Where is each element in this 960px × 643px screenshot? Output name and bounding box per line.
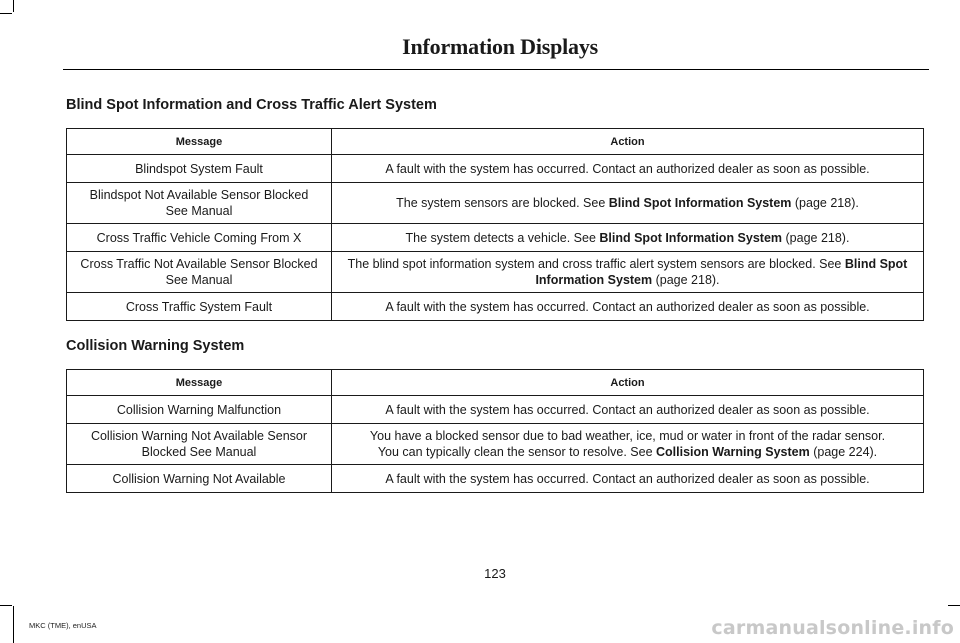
action-cell: A fault with the system has occurred. Contact an authorized dealer as soon as possible. bbox=[332, 155, 924, 183]
message-cell: Cross Traffic System Fault bbox=[67, 293, 332, 321]
page-reference-link[interactable]: Blind Spot Information System bbox=[599, 230, 783, 245]
crop-mark bbox=[13, 0, 14, 12]
table-row bbox=[67, 465, 924, 493]
message-cell bbox=[67, 252, 332, 293]
table-header-row bbox=[67, 370, 924, 396]
action-text: The system sensors are blocked. See bbox=[396, 196, 609, 210]
column-header-message: Message bbox=[67, 370, 332, 396]
column-header-message: Message bbox=[67, 129, 332, 155]
action-text: (page 218). bbox=[652, 273, 720, 287]
action-cell: A fault with the system has occurred. Contact an authorized dealer as soon as possible. bbox=[332, 293, 924, 321]
action-cell bbox=[332, 224, 924, 252]
action-text: The system detects a vehicle. See bbox=[405, 230, 600, 245]
header-rule bbox=[63, 69, 929, 70]
table-row bbox=[67, 293, 924, 321]
action-text: You can typically clean the sensor to resolve. See bbox=[377, 445, 657, 459]
page-reference-link[interactable]: Collision Warning System bbox=[656, 445, 810, 459]
message-cell bbox=[67, 183, 332, 224]
crop-mark bbox=[13, 606, 14, 643]
message-line: Blindspot Not Available Sensor Blocked bbox=[89, 188, 309, 202]
collision-warning-message-table bbox=[66, 369, 924, 493]
table-row bbox=[67, 224, 924, 252]
page-reference-link[interactable]: Blind Spot Information System bbox=[608, 196, 792, 210]
action-cell bbox=[332, 183, 924, 224]
column-header-action: Action bbox=[332, 129, 924, 155]
message-cell bbox=[67, 424, 332, 465]
action-text: You have a blocked sensor due to bad weather, ice, mud or water in front of the radar sensor. bbox=[369, 429, 886, 443]
action-text: (page 218). bbox=[791, 196, 859, 210]
table-row bbox=[67, 183, 924, 224]
action-text: (page 218). bbox=[782, 230, 850, 245]
table-row bbox=[67, 396, 924, 424]
action-cell: A fault with the system has occurred. Contact an authorized dealer as soon as possible. bbox=[332, 396, 924, 424]
message-line: Cross Traffic Not Available Sensor Blocked bbox=[80, 257, 318, 271]
crop-mark bbox=[0, 13, 12, 14]
table-row bbox=[67, 424, 924, 465]
section-title-collision-warning: Collision Warning System bbox=[66, 338, 245, 354]
page-number: 123 bbox=[484, 566, 506, 581]
message-cell: Collision Warning Not Available bbox=[67, 465, 332, 493]
action-text: (page 224). bbox=[809, 445, 878, 459]
action-text: The blind spot information system and cross traffic alert system sensors are blocked. See bbox=[347, 257, 845, 271]
action-cell: A fault with the system has occurred. Contact an authorized dealer as soon as possible. bbox=[332, 465, 924, 493]
message-line: Blocked See Manual bbox=[141, 445, 257, 459]
message-line: Collision Warning Not Available Sensor bbox=[90, 429, 308, 443]
message-line: See Manual bbox=[165, 273, 233, 287]
table-header-row bbox=[67, 129, 924, 155]
action-cell bbox=[332, 424, 924, 465]
action-cell bbox=[332, 252, 924, 293]
page-reference-link[interactable]: Blind Spot Information System bbox=[535, 257, 908, 287]
crop-mark bbox=[0, 605, 12, 606]
message-line: See Manual bbox=[165, 204, 233, 218]
message-cell: Cross Traffic Vehicle Coming From X bbox=[67, 224, 332, 252]
crop-mark bbox=[948, 605, 960, 606]
watermark: carmanualsonline.info bbox=[711, 617, 954, 639]
message-cell: Collision Warning Malfunction bbox=[67, 396, 332, 424]
model-code: MKC (TME), enUSA bbox=[29, 621, 97, 630]
page-header-title: Information Displays bbox=[402, 34, 598, 59]
message-cell: Blindspot System Fault bbox=[67, 155, 332, 183]
table-row bbox=[67, 252, 924, 293]
column-header-action: Action bbox=[332, 370, 924, 396]
blind-spot-message-table bbox=[66, 128, 924, 321]
table-row bbox=[67, 155, 924, 183]
section-title-blind-spot: Blind Spot Information and Cross Traffic Alert System bbox=[66, 97, 437, 113]
